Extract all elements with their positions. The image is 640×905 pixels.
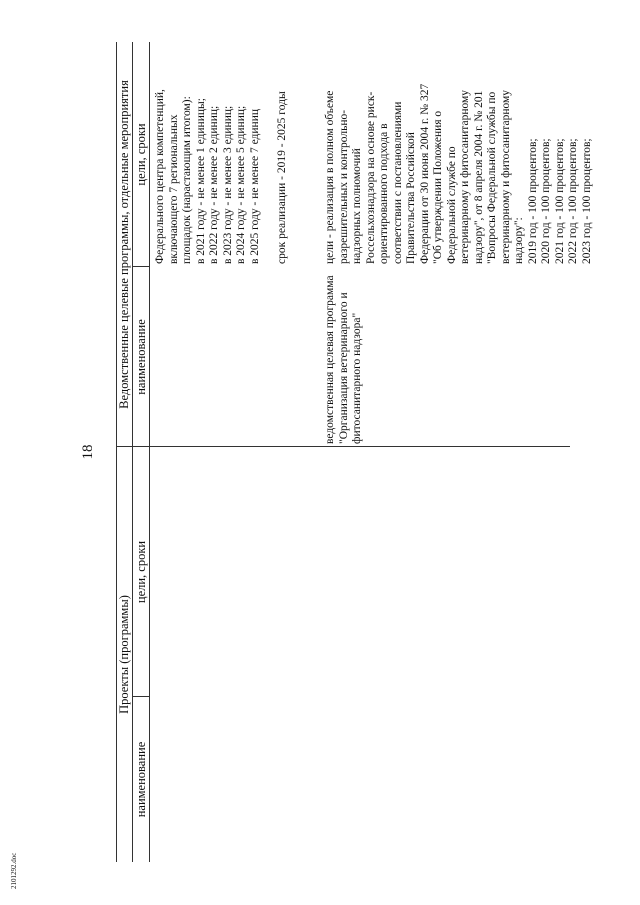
- row2-goal-line: 2020 год - 100 процентов;: [540, 138, 552, 264]
- row2-goal-line: 2019 год - 100 процентов;: [526, 138, 539, 264]
- row2-goal-line: "Об утверждении Положения о: [432, 110, 444, 264]
- row1-goal-line: в 2023 году - не менее 3 единиц;: [221, 105, 234, 264]
- row1-goal-line: включающего 7 региональных: [167, 114, 180, 264]
- header-programs-name: наименование: [134, 319, 148, 395]
- document-code: 2101292.doc: [10, 852, 18, 889]
- row2-goal-line: Федеральной службе по: [445, 146, 458, 264]
- row2-goal-line: надзору":: [513, 217, 525, 264]
- row2-goal-line: разрешительных и контрольно-: [337, 109, 350, 264]
- row1-goal-line: срок реализации - 2019 - 2025 годы: [275, 91, 288, 264]
- row2-goal-line: 2021 год - 100 процентов;: [553, 138, 566, 264]
- header-projects-goals: цели, сроки: [134, 540, 148, 604]
- row1-goal-line: в 2022 году - не менее 2 единиц;: [208, 105, 220, 264]
- page-number: 18: [80, 444, 96, 460]
- row1-goal-line: [262, 44, 276, 264]
- row2-goal-line: Россельхознадзора на основе риск-: [364, 91, 377, 264]
- row1-goal-line: в 2021 году - не менее 1 единицы;: [194, 98, 207, 264]
- row2-goal-line: 2022 год - 100 процентов;: [567, 138, 579, 264]
- rotated-page: [70, 32, 593, 872]
- table-group-divider: [116, 446, 570, 447]
- row2-goal-line: Правительства Российской: [405, 132, 417, 264]
- row1-goals: [154, 44, 289, 264]
- row2-goal-line: цели - реализация в полном объеме: [324, 90, 336, 264]
- header-programs-goals: цели, сроки: [134, 123, 148, 186]
- row1-goal-line: в 2024 году - не менее 5 единиц;: [235, 105, 247, 264]
- row2-program-name: ведомственная целевая программа "Организация ветеринарного и фитосанитарного надзора": [324, 275, 363, 444]
- row2-goal-line: соответствии с постановлениями: [391, 101, 404, 264]
- row2-goal-line: надзорных полномочий: [351, 148, 363, 264]
- header-departmental-programs: Ведомственные целевые программы, отдельные мероприятия: [117, 80, 131, 409]
- row2-goal-line: Федерации от 30 июня 2004 г. № 327: [418, 83, 431, 264]
- row2-goal-line: ветеринарному и фитосанитарному: [499, 89, 512, 264]
- header-projects: Проекты (программы): [117, 595, 131, 714]
- row2-goal-line: ориентированного подхода в: [378, 123, 390, 264]
- row2-goal-line: "Вопросы Федеральной службы по: [486, 91, 498, 264]
- header-projects-name: наименование: [134, 741, 148, 818]
- row1-goal-line: площадок (нарастающим итогом):: [181, 96, 193, 264]
- row1-goal-line: Федерального центра компетенций,: [154, 89, 166, 264]
- table-group-rule: [132, 42, 133, 862]
- row2-goals: [324, 44, 594, 264]
- row2-goal-line: 2023 год - 100 процентов;: [580, 138, 593, 264]
- row2-goal-line: ветеринарному и фитосанитарному: [459, 89, 471, 264]
- table-header-bottom-rule: [149, 42, 150, 862]
- row1-goal-line: в 2025 году - не менее 7 единиц: [248, 108, 261, 264]
- row2-goal-line: надзору", от 8 апреля 2004 г. № 201: [472, 90, 485, 264]
